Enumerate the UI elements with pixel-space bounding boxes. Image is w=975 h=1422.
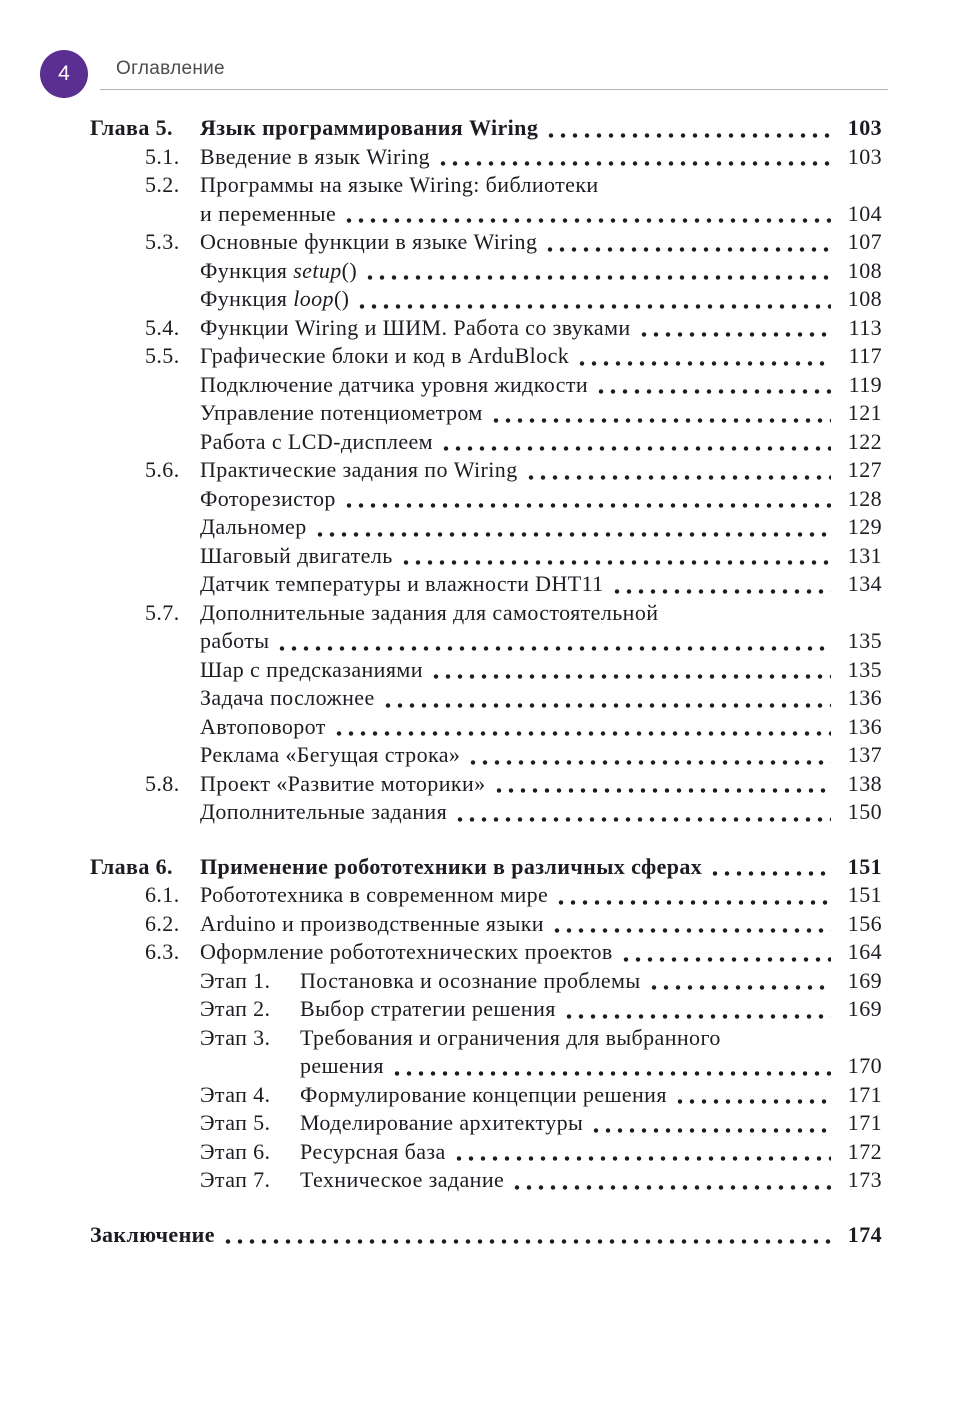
toc-entry-title: Реклама «Бегущая строка» <box>200 742 461 767</box>
toc-row <box>0 342 882 371</box>
toc-entry-title: Управление потенциометром <box>200 400 483 425</box>
toc-row <box>0 171 882 200</box>
toc-page-number: 151 <box>847 882 882 907</box>
toc-row <box>0 257 882 286</box>
dot-leader <box>638 314 831 338</box>
toc-page-number: 103 <box>847 143 882 169</box>
toc-entry-prefix: Этап 3. <box>200 1024 271 1050</box>
toc-page-number: 173 <box>847 1167 882 1192</box>
dot-leader <box>511 1166 831 1190</box>
toc-entry-prefix: Глава 6. <box>90 853 173 879</box>
toc-entry-prefix: 5.3. <box>145 229 180 254</box>
toc-entry-title: Практические задания по Wiring <box>200 457 518 482</box>
toc-page-number: 135 <box>847 628 882 653</box>
toc-row <box>0 456 882 485</box>
toc-page-number: 138 <box>847 770 882 796</box>
dot-leader <box>333 713 831 737</box>
toc-page-number: 113 <box>848 314 882 340</box>
toc-page-number: 108 <box>847 257 882 283</box>
toc-entry-prefix: Этап 1. <box>200 967 271 993</box>
toc-page-number: 103 <box>847 115 882 140</box>
toc-page-number: 107 <box>847 229 882 254</box>
toc-entry-title: Применение робототехники в различных сферах <box>200 853 703 879</box>
toc-row <box>0 1109 882 1138</box>
toc-entry-prefix: Этап 4. <box>200 1081 271 1107</box>
toc-list <box>0 114 975 1249</box>
dot-leader <box>276 627 831 651</box>
toc-page-number: 137 <box>847 742 882 767</box>
dot-leader <box>400 542 831 566</box>
dot-leader <box>356 285 831 309</box>
dot-leader <box>555 881 831 905</box>
dot-leader <box>611 570 831 594</box>
toc-entry-title-italic: loop <box>293 286 334 311</box>
dot-leader <box>545 114 831 138</box>
toc-entry-title: Постановка и осознание проблемы <box>300 967 641 993</box>
toc-row <box>0 967 882 996</box>
toc-page-number: 172 <box>847 1138 882 1164</box>
toc-entry-title: Техническое задание <box>300 1167 505 1192</box>
toc-entry-title: Шаговый двигатель <box>200 542 393 568</box>
dot-leader <box>490 399 831 423</box>
toc-row <box>0 798 882 827</box>
toc-page-number: 136 <box>847 685 882 710</box>
dot-leader <box>576 342 831 366</box>
dot-leader <box>674 1081 831 1105</box>
toc-entry-title: Подключение датчика уровня жидкости <box>200 371 589 397</box>
toc-row <box>0 995 882 1024</box>
toc-entry-title: Функция setup() <box>200 257 358 283</box>
toc-entry-title: Моделирование архитектуры <box>300 1110 584 1135</box>
toc-entry-title: Требования и ограничения для выбранного <box>300 1024 721 1050</box>
toc-page-number: 108 <box>847 286 882 311</box>
toc-entry-prefix: Этап 7. <box>200 1167 271 1192</box>
toc-entry-title: Дальномер <box>200 514 307 539</box>
toc-entry-title: Программы на языке Wiring: библиотеки <box>200 172 599 197</box>
dot-leader <box>343 485 831 509</box>
toc-page-number: 156 <box>847 910 882 936</box>
toc-row <box>0 1166 882 1195</box>
toc-row <box>0 910 882 939</box>
toc-entry-prefix: 5.6. <box>145 457 180 482</box>
toc-page-number: 135 <box>847 656 882 682</box>
toc-entry-title: Проект «Развитие моторики» <box>200 770 486 796</box>
dot-leader <box>453 1138 831 1162</box>
dot-leader <box>391 1052 831 1076</box>
toc-page-number: 164 <box>847 939 882 964</box>
dot-leader <box>544 228 831 252</box>
toc-row <box>0 228 882 257</box>
toc-entry-title: Шар с предсказаниями <box>200 656 423 682</box>
dot-leader <box>343 200 831 224</box>
dot-leader <box>493 770 831 794</box>
toc-entry-title: Язык программирования Wiring <box>200 115 539 140</box>
toc-entry-title: и переменные <box>200 200 337 226</box>
toc-entry-prefix: 6.2. <box>145 910 180 936</box>
toc-row <box>0 853 882 882</box>
toc-row <box>0 1024 882 1053</box>
toc-page-number: 127 <box>847 457 882 482</box>
toc-entry-prefix: Этап 5. <box>200 1110 271 1135</box>
dot-leader <box>525 456 831 480</box>
toc-row <box>0 741 882 770</box>
toc-entry-prefix: 5.5. <box>145 343 180 368</box>
toc-entry-title: Работа с LCD-дисплеем <box>200 428 433 454</box>
toc-entry-title: Робототехника в современном мире <box>200 882 549 907</box>
toc-page-number: 171 <box>847 1081 882 1107</box>
toc-entry-prefix: Глава 5. <box>90 115 173 140</box>
dot-leader <box>590 1109 831 1133</box>
toc-page-number: 169 <box>847 996 882 1021</box>
toc-page-number: 119 <box>848 371 882 397</box>
toc-entry-title: Дополнительные задания для самостоятельной <box>200 599 659 625</box>
toc-row <box>0 684 882 713</box>
toc-entry-title: решения <box>300 1053 384 1078</box>
toc-row <box>0 1052 882 1081</box>
toc-row <box>0 399 882 428</box>
toc-row <box>0 114 882 143</box>
toc-row <box>0 599 882 628</box>
toc-entry-prefix: Этап 2. <box>200 996 271 1021</box>
toc-row <box>0 713 882 742</box>
dot-leader <box>648 967 831 991</box>
toc-row <box>0 1138 882 1167</box>
toc-row <box>0 485 882 514</box>
toc-row <box>0 314 882 343</box>
toc-row <box>0 428 882 457</box>
dot-leader <box>563 995 831 1019</box>
toc-page-number: 169 <box>847 967 882 993</box>
toc-page-number: 150 <box>847 799 882 824</box>
toc-entry-title: Заключение <box>90 1221 215 1247</box>
toc-entry-title: Ресурсная база <box>300 1138 446 1164</box>
toc-row <box>0 200 882 229</box>
dot-leader <box>430 656 831 680</box>
toc-entry-title-italic: setup <box>293 257 342 283</box>
dot-leader <box>364 257 831 281</box>
toc-entry-title: Фоторезистор <box>200 485 336 511</box>
dot-leader <box>382 684 831 708</box>
toc-row <box>0 542 882 571</box>
toc-entry-prefix: 6.1. <box>145 882 180 907</box>
toc-row <box>0 938 882 967</box>
toc-entry-title: Arduino и производственные языки <box>200 910 544 936</box>
toc-page-number: 128 <box>847 485 882 511</box>
toc-page-number: 136 <box>847 713 882 739</box>
toc-row <box>0 513 882 542</box>
toc-page-number: 121 <box>847 400 882 425</box>
toc-row <box>0 656 882 685</box>
toc-row <box>0 770 882 799</box>
toc-entry-prefix: 6.3. <box>145 939 180 964</box>
dot-leader <box>222 1221 831 1245</box>
toc-entry-prefix: Этап 6. <box>200 1138 271 1164</box>
toc-page-number: 174 <box>847 1221 882 1247</box>
toc-page-number: 122 <box>847 428 882 454</box>
toc-entry-title: Функции Wiring и ШИМ. Работа со звуками <box>200 314 631 340</box>
toc-row <box>0 881 882 910</box>
toc-entry-prefix: 5.8. <box>145 770 180 796</box>
toc-entry-prefix: 5.2. <box>145 172 180 197</box>
header-rule <box>100 89 888 90</box>
dot-leader <box>595 371 831 395</box>
toc-page-number: 170 <box>847 1053 882 1078</box>
toc-entry-prefix: 5.4. <box>145 314 180 340</box>
toc-entry-title: Оформление робототехнических проектов <box>200 939 613 964</box>
toc-row <box>0 371 882 400</box>
toc-entry-title: Автоповорот <box>200 713 326 739</box>
dot-leader <box>314 513 831 537</box>
toc-entry-title: Выбор стратегии решения <box>300 996 556 1021</box>
dot-leader <box>709 853 831 877</box>
page-number-badge <box>40 50 88 98</box>
toc-entry-title: Датчик температуры и влажности DHT11 <box>200 571 604 596</box>
toc-row <box>0 1221 882 1250</box>
dot-leader <box>454 798 831 822</box>
toc-entry-title: Графические блоки и код в ArduBlock <box>200 343 570 368</box>
toc-page-number: 104 <box>847 200 882 226</box>
toc-entry-title: работы <box>200 628 270 653</box>
page-number: 4 <box>58 62 70 85</box>
toc-entry-title: Формулирование концепции решения <box>300 1081 667 1107</box>
toc-page-number: 171 <box>847 1110 882 1135</box>
dot-leader <box>620 938 831 962</box>
toc-page-number: 131 <box>847 542 882 568</box>
toc-page-number: 151 <box>847 853 882 879</box>
toc-page-number: 129 <box>847 514 882 539</box>
page-header-title: Оглавление <box>116 58 225 79</box>
toc-entry-title: Задача посложнее <box>200 685 375 710</box>
dot-leader <box>551 910 831 934</box>
toc-entry-prefix: 5.7. <box>145 599 180 625</box>
toc-entry-prefix: 5.1. <box>145 143 180 169</box>
toc-row <box>0 285 882 314</box>
toc-row <box>0 570 882 599</box>
dot-leader <box>440 428 831 452</box>
toc-page-number: 117 <box>848 343 882 368</box>
toc-entry-title: Основные функции в языке Wiring <box>200 229 538 254</box>
toc-entry-title: Функция loop() <box>200 286 350 311</box>
toc-row <box>0 1081 882 1110</box>
dot-leader <box>437 143 831 167</box>
toc-row <box>0 143 882 172</box>
dot-leader <box>467 741 831 765</box>
toc-entry-title: Введение в язык Wiring <box>200 143 431 169</box>
toc-entry-title: Дополнительные задания <box>200 799 448 824</box>
toc-row <box>0 627 882 656</box>
toc-page-number: 134 <box>847 571 882 596</box>
